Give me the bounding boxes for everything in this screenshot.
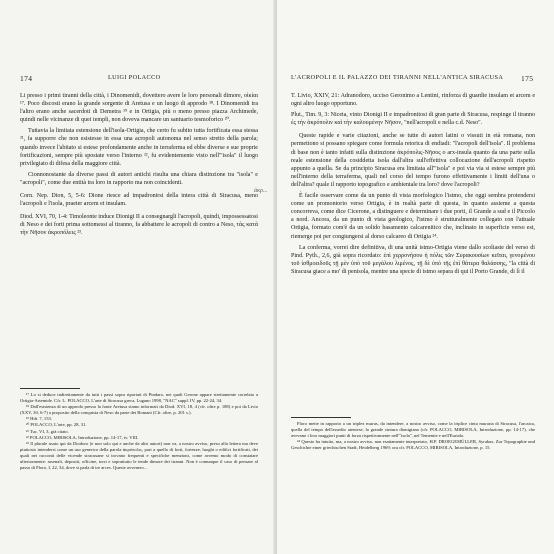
footnote: ²³ Il plurale usato qui da Diodoro (e non solo qui e anche da altri autori) non va, a nostro avviso, preso alla lettera ma deve piuttosto intendersi come un uso generico della parola ἀκρόπολις, pari a quello di forti, fortezze, luoghi o edifici fortificati, dei quali nei racconti delle vicende siracusane si trovano frequenti e specifiche menzioni, come avremo modo di constatare ulteriormente: arsenali, depositi, officine, torri e soprattutto le tende dimore dei tiranni. Non è comunque il caso di pensare al passo di Floro, I, 22, 34, dove si parla di tre arces. Queste avvenero...	[20, 440, 258, 471]
source-quote: Diod. XVI, 70, 1-4: Timoleonte induce Dionigi II a consegnargli l'acropoli, quindi, impossessatosi di Neso e dei forti prima sottomessi al tiranno, fa abbattere le acropoli di contro a Neso, τὰς κατὰ τὴν Νῆσον ἀκροπόλεις ²³.	[20, 214, 258, 237]
right-body-text	[291, 92, 535, 279]
left-body-text	[20, 92, 258, 241]
footnote-rule	[291, 417, 351, 418]
footnote: Floro mette in rapporto a un triplex murus, da intendere, a nostro avviso, come la triplice cinta muraria di Siracusa, l'arcaica, quella del tempo dell'assedio ateniese, la grande cintura dionigiana (cfr. POLACCO, MIRISOLA, Introduzione, pp. 14-17), che avevano i loro maggiori punti di forza rispettivamente nell'"isola", nel Temenite e nell'Eurialo.	[291, 421, 535, 439]
left-footnotes	[20, 392, 258, 471]
handwritten-margin-note: ἀκρ...	[254, 188, 268, 194]
footnote: ²¹ Tuc. VI, 3, già citato.	[26, 428, 69, 434]
paragraph: Li presso i primi tiranni della città, i Dinomenidi, dovettero avere le loro personali dimore, οἰκίαι ¹⁷. Poco discosti erano la grande sorgente di Aretusa e un luogo di approdo ¹⁸. I Dinomenidi tra l'altro erano anche sacerdoti di Demetra ¹⁹ e in Ortigia, più o meno presso piazza Archimede, quindi nelle vicinanze di quei templi, non doveva mancare un santuario tesmoforico ²⁰.	[20, 93, 258, 124]
footnote: ¹⁹ Hdt. 7, 153.	[26, 416, 52, 422]
left-running-head: LUIGI POLACCO	[108, 74, 161, 81]
footnote: ¹⁸ Dall'esistenza di un approdo presso la fonte Aretusa siamo informati da Diod. XVI, 18, 4 (cfr. oltre p. 188) e poi da Livio (XXV, 30, 6-7) a proposito della conquista di Neso da parte dei Romani (Cfr. oltre, p. 201 s.).	[20, 404, 258, 416]
footnote: ¹⁷ Lo si deduce indirettamente da tutti i passi sopra riportati di Pindaro, nei quali Gerone appare strettamente correlato a Ortigia-Artemide. Cfr. L. POLACCO, L'arte di Siracusa greca, Lugano 1998, "NAC" suppl. IV, pp. 22-24, 34.	[20, 392, 258, 404]
source-quote: Corn. Nep. Dion, 5, 5-6: Dione riesce ad impadronirsi della intera città di Siracusa, meno l'acropoli e l'isola, praeter arcem et insulam.	[20, 193, 258, 208]
footnote: ²² POLACCO, MIRISOLA, Introduzione, pp. 14-17, tv. VIII.	[26, 434, 139, 440]
paragraph: La conferma, vorrei dire definitiva, di una unità istmo-Ortigia viene dallo scoliaste del verso di Pind. Pyth., 2,6, già sopra ricordato: ἐπὶ χερρονήσου ἡ πόλις τῶν Συρακουσίων κεῖται, γενομένου τοῦ ἰσθμοειδοῦς τῇ μὲν ὑπὸ τοῦ μεγάλου λιμένος, τῇ δὲ ὑπὸ τῆς ἐπὶ θάτερα θαλάσσης, "la città di Siracusa giace a mo' di penisola, mentre una specie di istmo separa di qui il Porto Grande, di lì il	[291, 244, 535, 275]
footnote: ²⁴ Questo ha intuito, ma, a nostro avviso, non esattamente interpretato, H.P. DROEGEMÜLLER, Syrakus. Zur Topographie und Geschichte einer griechischen Stadt, Heidelberg 1969; ora cfr. POLACCO, MIRISOLA, Introduzione, p. 15.	[291, 439, 535, 451]
right-page-number: 175	[521, 74, 534, 83]
paragraph: Cionnonostante da diverse passi di autori antichi risulta una chiara distinzione tra "isola" e "acropoli", come due entità tra loro in rapporto ma non coincidenti.	[20, 171, 258, 186]
paragraph: Queste rapide e varie citazioni, anche se tutte di autori latini o vissuti in età romana, non permettono si possano spiegare come formula retorica di endiadi: "l'acropoli dell'isola". Il problema di base non è tanto infatti sulla distinzione ἀκρόπολις-Νῆσος o arx-insula quanto da una parte sulla reale estensione della cosiddetta isola dall'altra sull'effettiva collocazione dell'acropoli rispetto appunto a quella. Se da principio Siracusa era limitata all'"isola" e poi via via si estese sempre più nell'interno della terraferma, quali nel corso del tempo furono effettivamente i limiti dell'una o dell'altra? quale il rapporto topografico e ambientale tra loro? dove l'acropoli?	[291, 133, 535, 188]
left-page-number: 174	[20, 74, 33, 83]
footnote-rule	[20, 388, 80, 389]
right-footnotes	[291, 421, 535, 451]
source-quote: T. Livio, XXIV, 21: Adranodoro, ucciso Geronimo a Lentini, rinforza di guardie insulam et arcem e ogni altro luogo opportuno.	[291, 93, 535, 108]
footnote: ²⁰ POLACCO, L'arte, pp. 28, 31.	[26, 422, 87, 428]
right-page	[277, 0, 554, 554]
paragraph: È facile osservare come da un punto di vista morfologico l'istmo, che oggi sembra protendersi come un promontorio verso Ortigia, è in realtà parte di questa, in quanto assieme a questa concorreva, come dice Cicerone, a distinguere e determinare i due porti, il Grande a sud e il Piccolo a nord. Ancora, da un punto di vista geologico, l'istmo è strutturalmente collegato con l'attuale Ortigia, formato com'è da un solido basamento calcarenitico che, inclinato in superficie verso est, riemerge poi per congiungersi al dorso calcareo di Ortigia ²⁴.	[291, 193, 535, 240]
source-quote: Plut., Tim. 9, 3: Niceta, vinto Dionigi II e impadronitosi di gran parte di Siracusa, respinge il tiranno ἐς τὴν ἀκρόπολιν καὶ τὴν καλουμένην Νῆσον, "nell'acropoli e nella c.d. Neso".	[291, 112, 535, 127]
paragraph: Tuttavia la limitata estensione dell'isola-Ortigia, che certo fu subito tutta fortificata essa stessa ²¹, fa supporre che non esistesse in essa una acropoli autonoma nel senso stretto della parola; quando invece l'abitato si estese profondamente anche in terraferma ed ebbe diverse e sue proprie fortificazioni, sempre più spostate verso l'interno ²², fu evidentemente visto nell'"isola" il luogo privilegiato di difesa della maggiore città.	[20, 128, 258, 167]
right-running-head: L'ACROPOLI E IL PALAZZO DEI TIRANNI NELL'ANTICA SIRACUSA	[291, 74, 504, 81]
